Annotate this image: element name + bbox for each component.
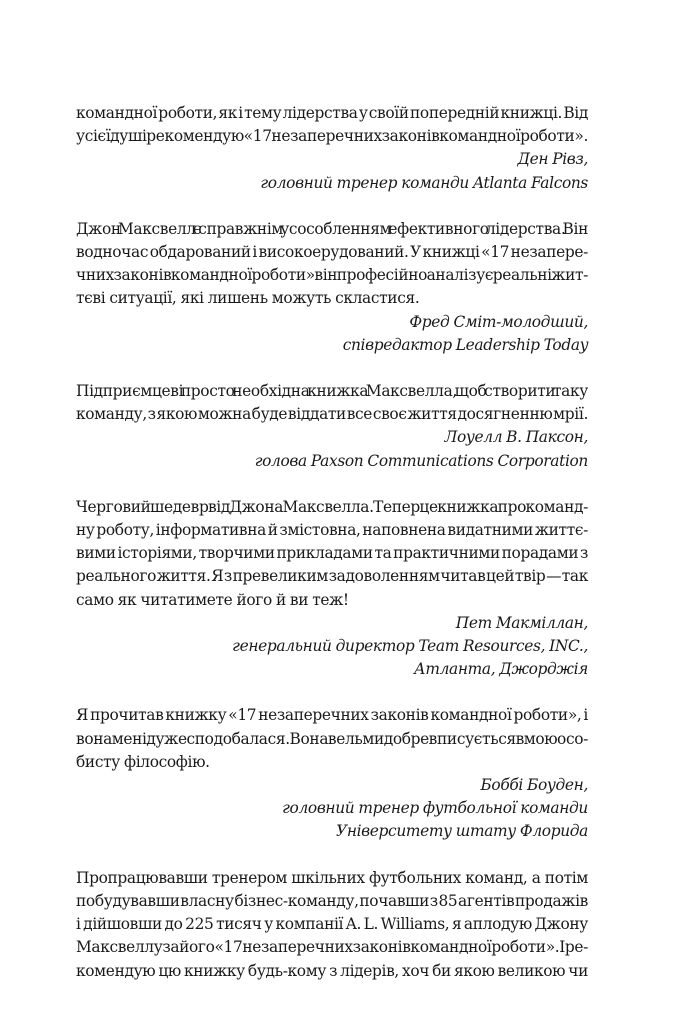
testimonial-block [76, 218, 588, 357]
testimonial-block [76, 380, 588, 473]
text-line: побудувавши власну бізнес-команду, почавши з 85 агентів продажів [76, 891, 588, 910]
testimonial-attribution [76, 612, 588, 682]
testimonial-text [76, 496, 588, 612]
text-line: і дійшовши до 225 тисяч у компанії A. L. Williams, я аплодую Джону [76, 915, 588, 934]
author-name: Фред Сміт-молодший, [409, 312, 588, 331]
author-title: Університету штату Флорида [336, 822, 588, 841]
testimonial-text [76, 218, 588, 311]
testimonial-block [76, 704, 588, 843]
testimonial-block [76, 496, 588, 682]
book-page [76, 102, 588, 1006]
author-title: Атланта, Джорджія [414, 660, 588, 679]
author-title: співредактор Leadership Today [342, 335, 588, 354]
testimonial-text [76, 102, 588, 148]
text-line: водночас обдарований і високоерудований. У книжці «17 незапере- [76, 243, 588, 262]
testimonial-attribution [76, 774, 588, 844]
author-name: Ден Рівз, [517, 150, 588, 169]
testimonial-attribution [76, 311, 588, 357]
text-line: чних законів командної роботи» він професійно аналізує реальні жит- [76, 266, 588, 285]
author-title: генеральний директор Team Resources, INC., [232, 637, 588, 656]
text-line: вими історіями, творчими прикладами та практичними порадами з [76, 544, 588, 563]
text-line: Я прочитав книжку «17 незаперечних законів командної роботи», і [76, 706, 588, 725]
text-line: бисту філософію. [76, 752, 210, 771]
testimonial-text [76, 867, 588, 983]
author-title: головний тренер футбольної команди [282, 799, 588, 818]
text-line: усієї душі рекомендую «17 незаперечних законів командної роботи». [76, 127, 588, 146]
testimonial-text [76, 380, 588, 426]
testimonial-block [76, 867, 588, 983]
text-line: Черговий шедевр від Джона Максвелла. Тепер це книжка про команд- [76, 497, 588, 516]
text-line: само як читатимете його й ви теж! [76, 590, 349, 609]
author-name: Боббі Боуден, [480, 776, 588, 795]
text-line: Джон Максвелл є справжнім усособленням ефективного лідерства. Він [76, 219, 588, 238]
testimonial-block [76, 102, 588, 195]
text-line: тєві ситуації, які лишень можуть скластися. [76, 289, 420, 308]
text-line: Підприємцеві просто необхідна книжка Максвелла, щоб створити таку [76, 382, 588, 401]
author-title: головний тренер команди Atlanta Falcons [260, 173, 588, 192]
text-line: реального життя. Я з превеликим задоволенням читав цей твір — так [76, 567, 588, 586]
text-line: комендую цю книжку будь-кому з лідерів, хоч би якою великою чи [76, 961, 588, 980]
text-line: Максвеллу за його «17 незаперечних законів командної роботи». І ре- [76, 938, 588, 957]
testimonial-attribution [76, 426, 588, 472]
author-name: Лоуелл В. Паксон, [444, 428, 588, 447]
testimonial-attribution [76, 148, 588, 194]
text-line: Пропрацювавши тренером шкільних футбольних команд, а потім [76, 868, 588, 887]
author-name: Пет Макміллан, [455, 613, 588, 632]
text-line: команду, з якою можна буде віддати все своє життя досягненню мрії. [76, 405, 588, 424]
author-title: голова Paxson Communications Corporation [254, 451, 588, 470]
text-line: командної роботи, як і тему лідерства у своїй попередній книжці. Від [76, 104, 588, 122]
testimonial-text [76, 704, 588, 774]
text-line: вона мені дуже сподобалася. Вона вельми добре вписується в мою осо- [76, 729, 588, 748]
text-line: ну роботу, інформативна й змістовна, наповнена видатними життє- [76, 521, 588, 540]
